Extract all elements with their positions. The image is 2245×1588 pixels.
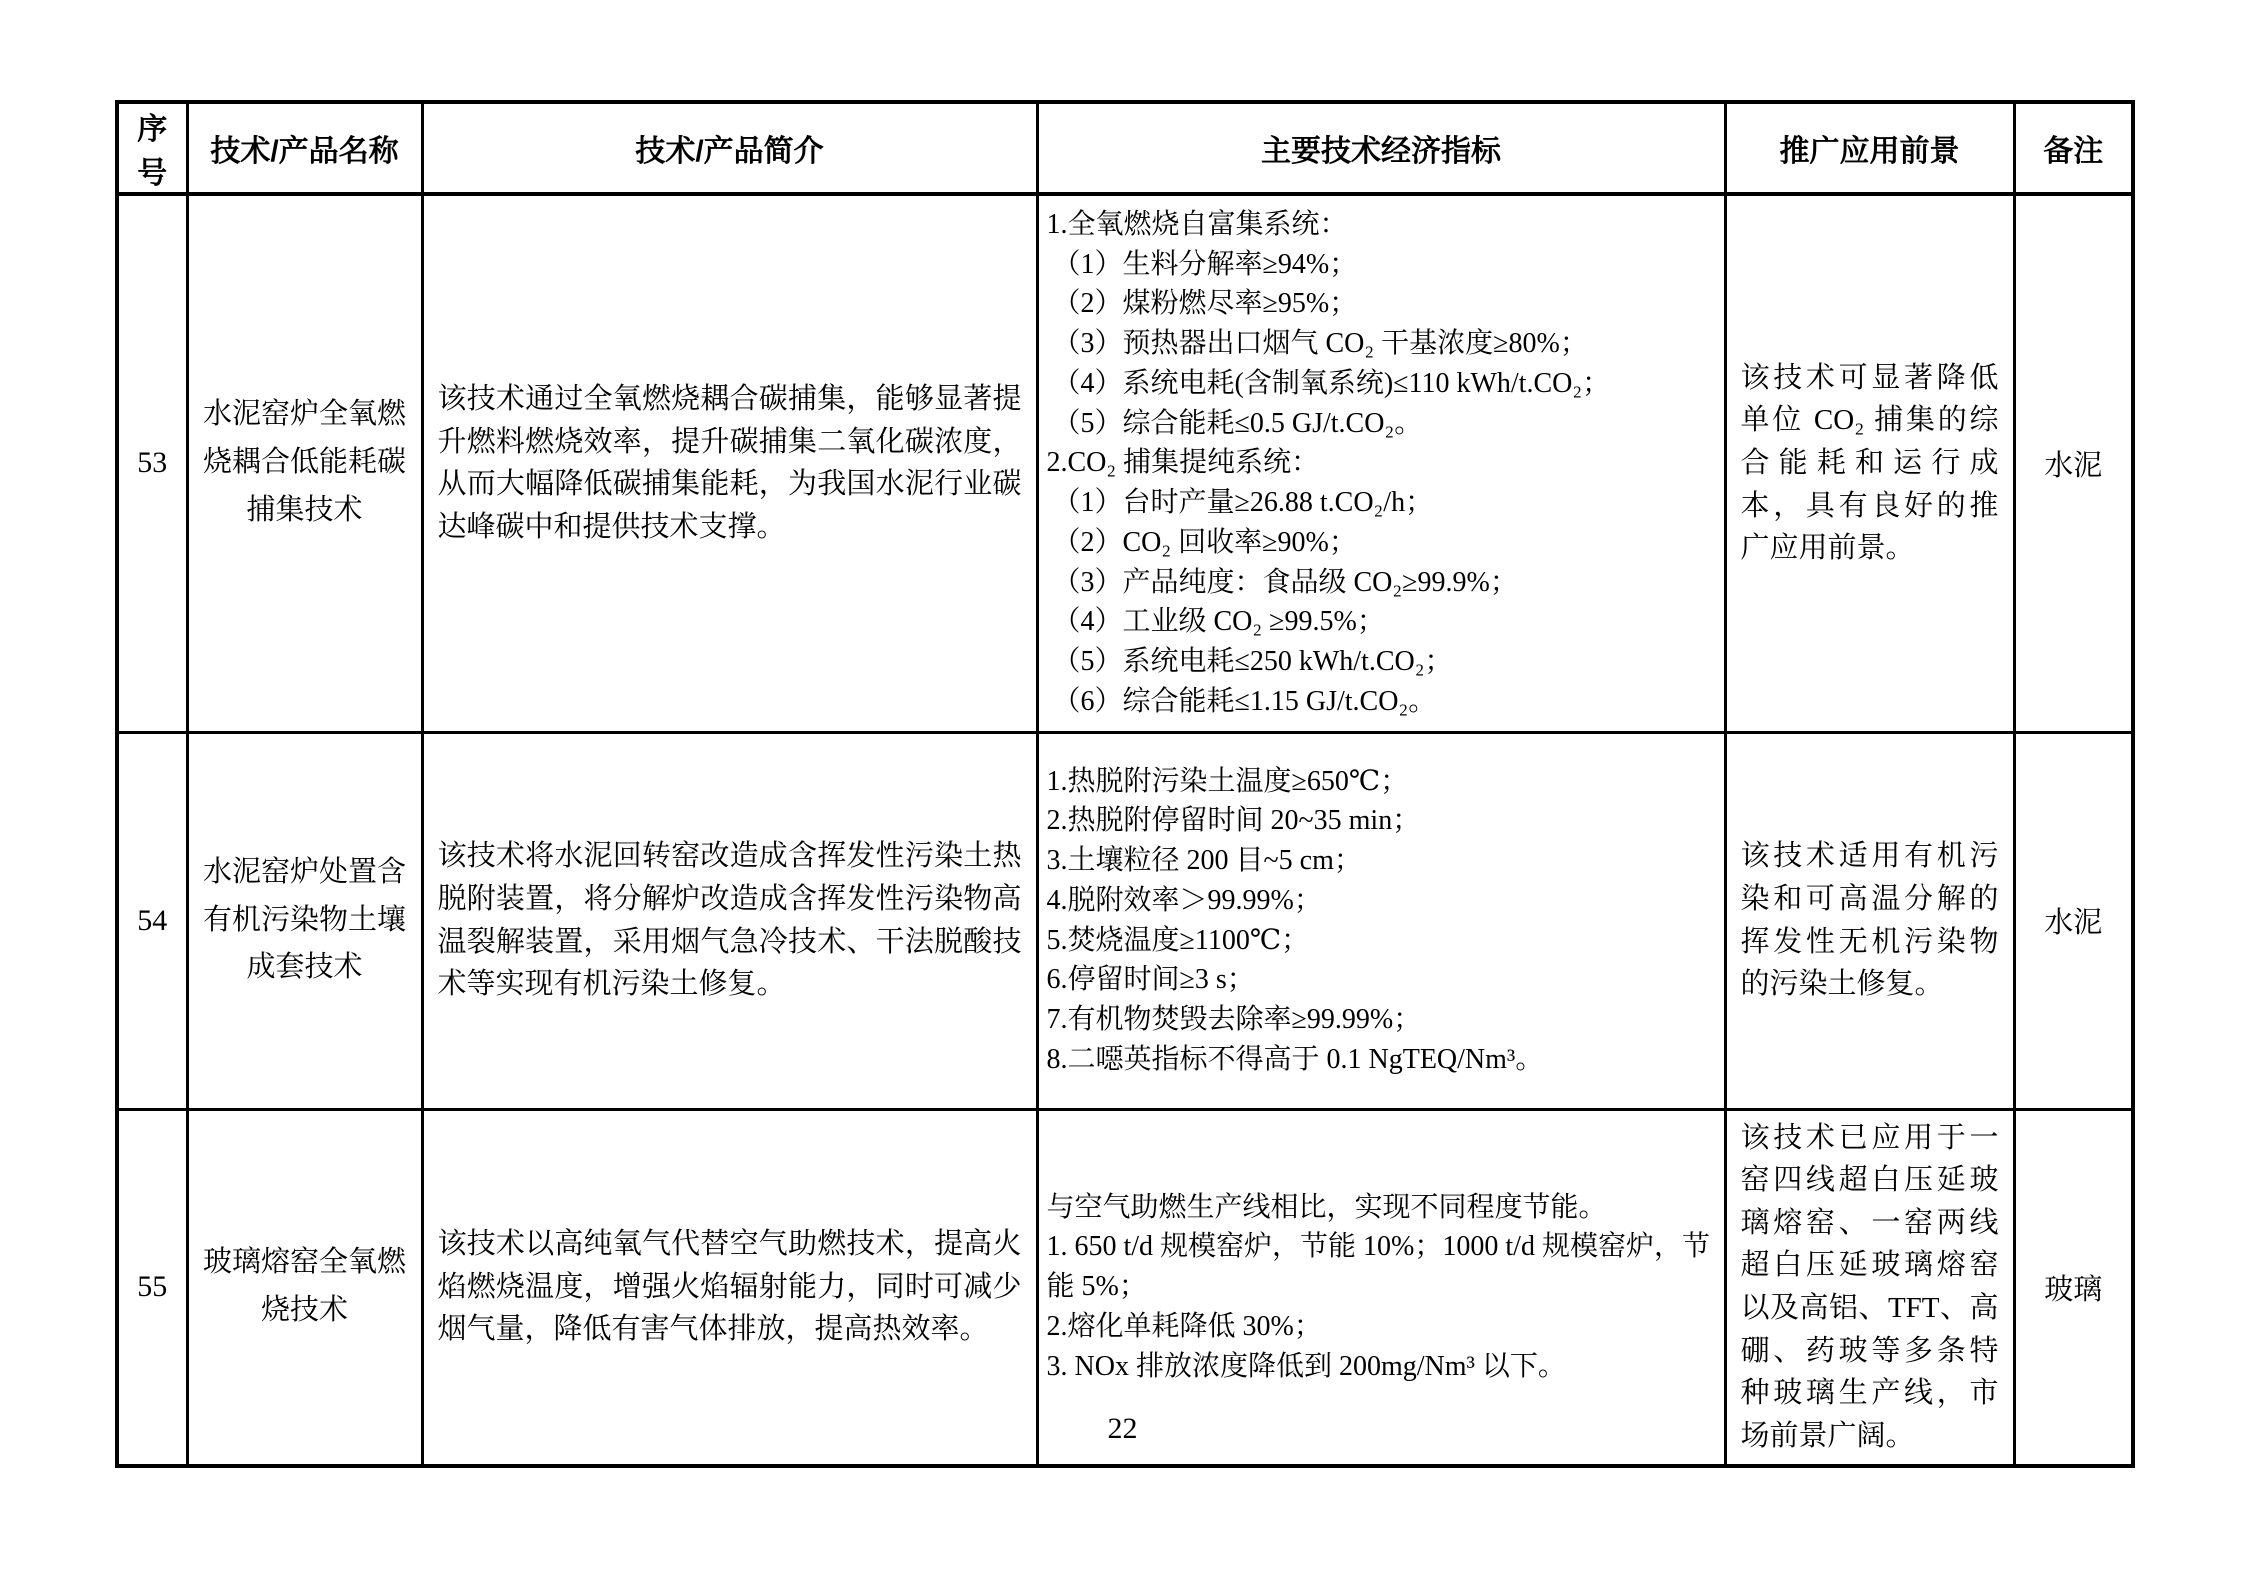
tech-prospect: 该技术适用有机污染和可高温分解的挥发性无机污染物的污染土修复。 bbox=[1725, 732, 2014, 1109]
row-number: 54 bbox=[117, 732, 187, 1109]
indicator-line: （3）预热器出口烟气 CO₂ 干基浓度≥80%； bbox=[1052, 328, 1588, 360]
indicator-line: （2）CO₂ 回收率≥90%； bbox=[1052, 526, 1357, 558]
indicator-line: （1）生料分解率≥94%； bbox=[1052, 248, 1358, 280]
table-header-row bbox=[117, 102, 2133, 194]
header-prospect: 推广应用前景 bbox=[1725, 102, 2014, 194]
tech-name: 玻璃熔窑全氧燃烧技术 bbox=[187, 1109, 422, 1466]
tech-remark: 水泥 bbox=[2014, 732, 2133, 1109]
indicator-line: （5）综合能耗≤0.5 GJ/t.CO₂。 bbox=[1052, 407, 1423, 439]
header-remark: 备注 bbox=[2014, 102, 2133, 194]
indicator-line: 3.土壤粒径 200 目~5 cm； bbox=[1046, 845, 1362, 876]
indicator-line: 1.全氧燃烧自富集系统： bbox=[1046, 208, 1348, 240]
indicator-line: （4）系统电耗(含制氧系统)≤110 kWh/t.CO₂； bbox=[1052, 367, 1611, 399]
table-row bbox=[117, 732, 2133, 1109]
page-number: 22 bbox=[1107, 1412, 1138, 1445]
indicator-line: 7.有机物焚毁去除率≥99.99%； bbox=[1046, 1004, 1422, 1035]
indicator-line: 3. NOx 排放浓度降低到 200mg/Nm³ 以下。 bbox=[1046, 1350, 1566, 1382]
indicator-line: 6.停留时间≥3 s； bbox=[1046, 964, 1255, 996]
row-number: 53 bbox=[117, 194, 187, 732]
tech-indicators bbox=[1037, 732, 1725, 1109]
header-intro: 技术/产品简介 bbox=[422, 102, 1037, 194]
tech-name: 水泥窑炉处置含有机污染物土壤成套技术 bbox=[187, 732, 422, 1109]
row-number: 55 bbox=[117, 1109, 187, 1466]
tech-prospect: 该技术已应用于一窑四线超白压延玻璃熔窑、一窑两线超白压延玻璃熔窑以及高铝、TFT、高硼、药玻等多条特种玻璃生产线，市场前景广阔。 bbox=[1725, 1109, 2014, 1466]
indicator-line: 8.二噁英指标不得高于 0.1 NgTEQ/Nm³。 bbox=[1046, 1043, 1544, 1075]
table-row bbox=[117, 194, 2133, 732]
tech-remark: 水泥 bbox=[2014, 194, 2133, 732]
indicator-line: 与空气助燃生产线相比，实现不同程度节能。 bbox=[1046, 1191, 1607, 1223]
tech-remark: 玻璃 bbox=[2014, 1109, 2133, 1466]
header-no: 序号 bbox=[117, 102, 187, 194]
indicator-line: （1）台时产量≥26.88 t.CO₂/h； bbox=[1052, 487, 1434, 519]
indicator-line: 2.热脱附停留时间 20~35 min； bbox=[1046, 805, 1421, 837]
indicator-line: 5.焚烧温度≥1100℃； bbox=[1046, 924, 1310, 956]
indicator-line: 1.热脱附污染土温度≥650℃； bbox=[1046, 765, 1409, 797]
indicator-line: 2.熔化单耗降低 30%； bbox=[1046, 1310, 1322, 1342]
indicator-line: 4.脱附效率＞99.99%； bbox=[1046, 884, 1322, 916]
tech-intro: 该技术以高纯氧气代替空气助燃技术，提高火焰燃烧温度，增强火焰辐射能力，同时可减少烟气量，降低有害气体排放，提高热效率。 bbox=[422, 1109, 1037, 1466]
tech-intro: 该技术通过全氧燃烧耦合碳捕集，能够显著提升燃料燃烧效率，提升碳捕集二氧化碳浓度，从而大幅降低碳捕集能耗，为我国水泥行业碳达峰碳中和提供技术支撑。 bbox=[422, 194, 1037, 732]
indicator-line: （5）系统电耗≤250 kWh/t.CO₂； bbox=[1052, 646, 1453, 678]
indicator-line: （4）工业级 CO₂ ≥99.5%； bbox=[1052, 606, 1385, 638]
header-name: 技术/产品名称 bbox=[187, 102, 422, 194]
indicator-line: （2）煤粉燃尽率≥95%； bbox=[1052, 288, 1358, 320]
header-indicators: 主要技术经济指标 bbox=[1037, 102, 1725, 194]
indicator-line: （6）综合能耗≤1.15 GJ/t.CO₂。 bbox=[1052, 685, 1437, 717]
indicator-line: （3）产品纯度：食品级 CO₂≥99.9%； bbox=[1052, 566, 1518, 598]
tech-intro: 该技术将水泥回转窑改造成含挥发性污染土热脱附装置，将分解炉改造成含挥发性污染物高温裂解装置，采用烟气急冷技术、干法脱酸技术等实现有机污染土修复。 bbox=[422, 732, 1037, 1109]
tech-indicators bbox=[1037, 194, 1725, 732]
indicator-line: 2.CO₂ 捕集提纯系统： bbox=[1046, 447, 1320, 479]
tech-name: 水泥窑炉全氧燃烧耦合低能耗碳捕集技术 bbox=[187, 194, 422, 732]
technology-table bbox=[115, 100, 2135, 1468]
tech-prospect: 该技术可显著降低单位 CO₂ 捕集的综合能耗和运行成本，具有良好的推广应用前景。 bbox=[1725, 194, 2014, 732]
indicator-line: 1. 650 t/d 规模窑炉，节能 10%；1000 t/d 规模窑炉，节能 5%； bbox=[1046, 1231, 1710, 1303]
